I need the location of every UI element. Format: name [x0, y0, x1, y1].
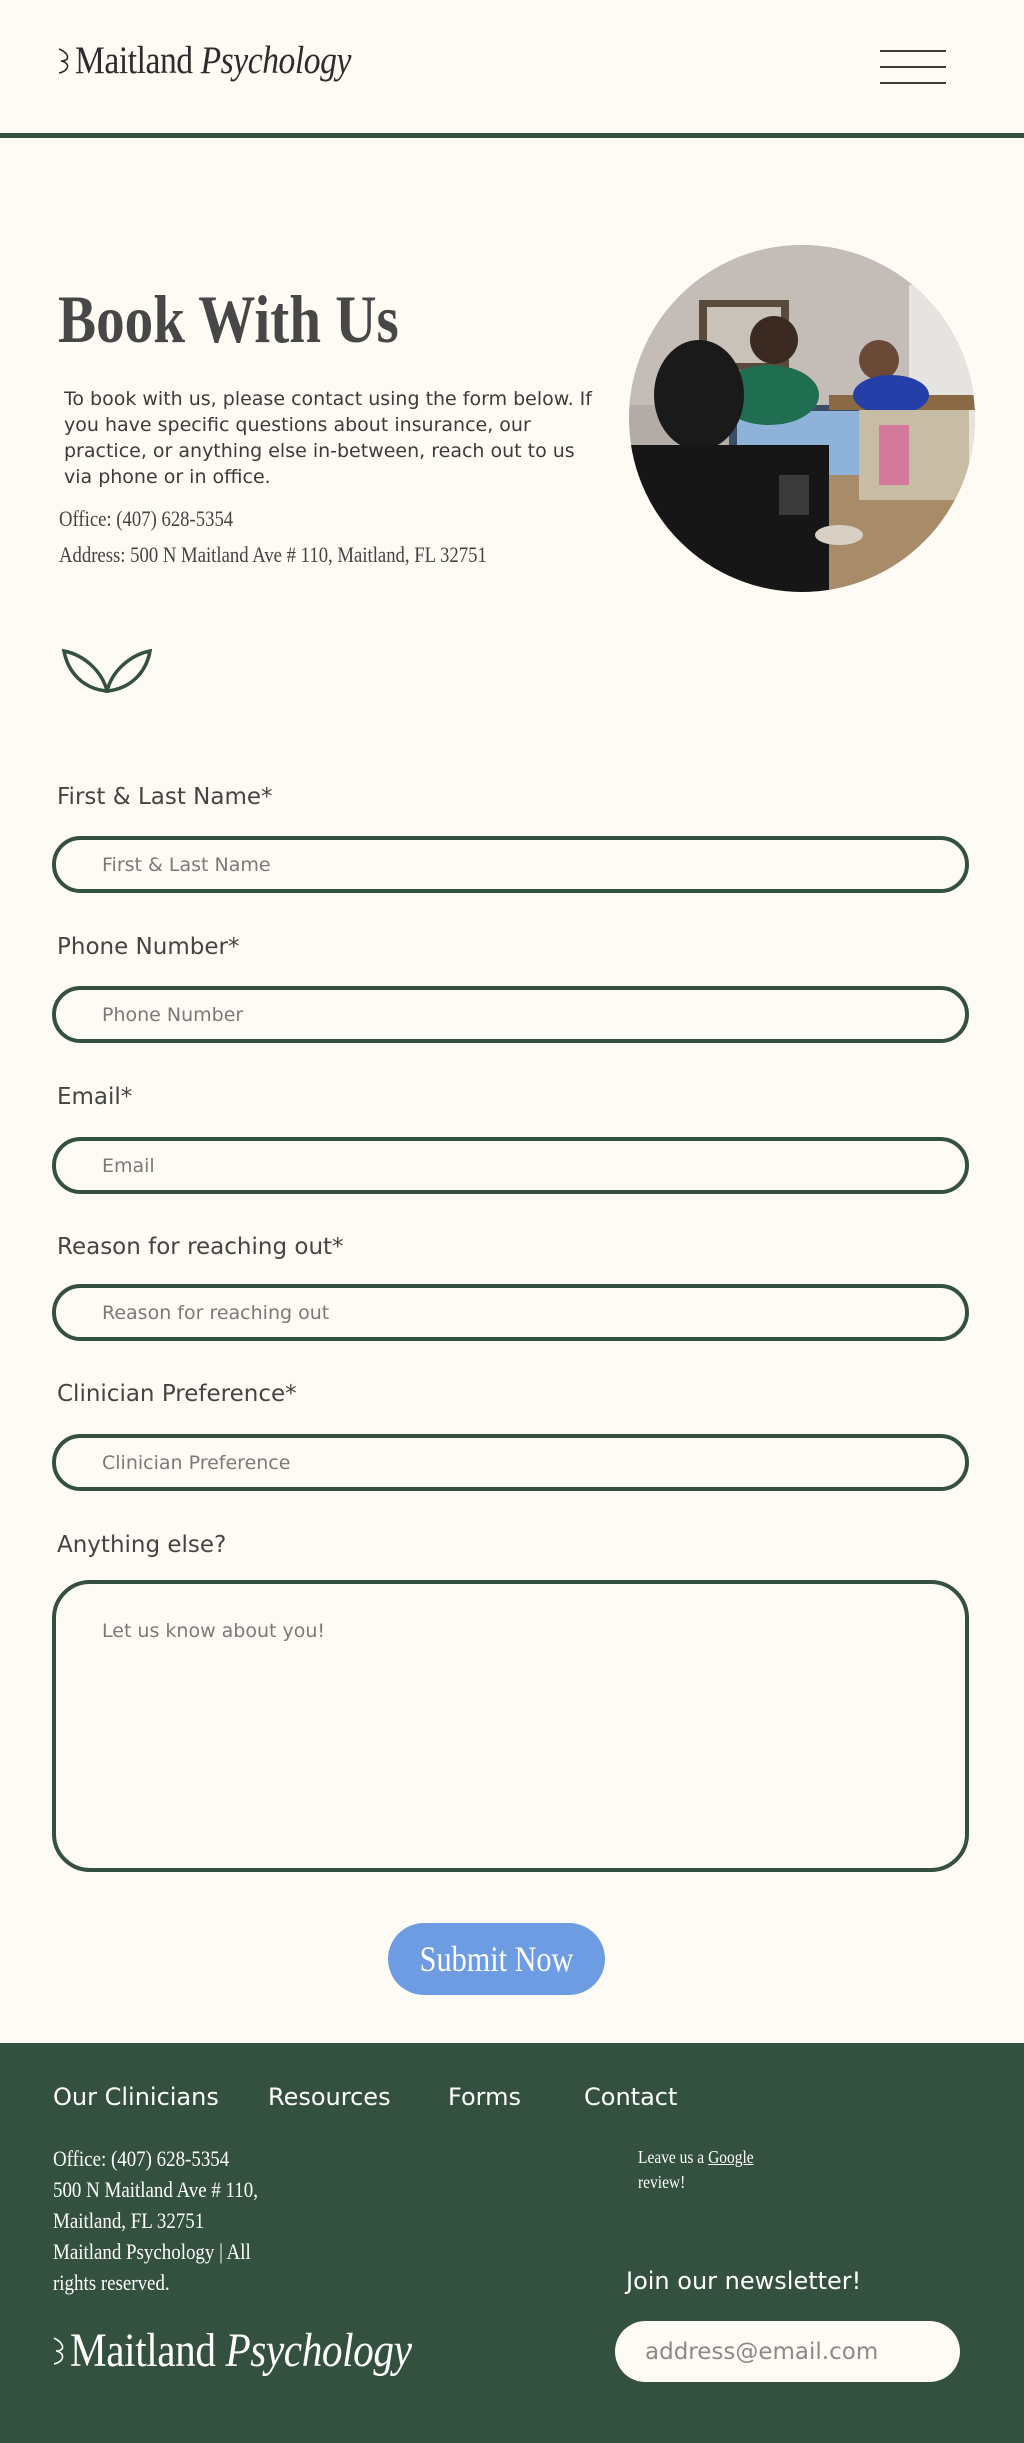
leaf-icon: [62, 645, 152, 693]
site-footer: [0, 2043, 1024, 2443]
site-header: [0, 0, 1024, 138]
google-review-link[interactable]: Google: [708, 2147, 754, 2167]
reason-label: Reason for reaching out*: [57, 1234, 344, 1260]
anything-else-label: Anything else?: [57, 1532, 227, 1558]
office-photo: [629, 245, 975, 592]
logo-text: [75, 38, 351, 83]
anything-else-textarea[interactable]: [52, 1580, 969, 1872]
footer-nav-contact[interactable]: Contact: [584, 2083, 678, 2111]
clinician-input[interactable]: [52, 1434, 969, 1491]
footer-info: [53, 2143, 277, 2298]
footer-logo[interactable]: [52, 2323, 467, 2378]
footer-logo-text: [70, 2323, 411, 2378]
intro-text: To book with us, please contact using the form below. If you have specific questions about insurance, our practice, or anything else in-between, reach out to us via phone or in office.: [64, 388, 592, 488]
submit-label: Submit Now: [419, 1939, 574, 1979]
name-label: First & Last Name*: [57, 784, 273, 810]
footer-logo-main: Maitland: [70, 2324, 216, 2377]
office-address: Address: 500 N Maitland Ave # 110, Maitland, FL 32751: [59, 542, 487, 567]
footer-nav-resources[interactable]: Resources: [268, 2083, 391, 2111]
google-review: [638, 2145, 801, 2195]
footer-copyright-line1: Maitland Psychology | All: [53, 2239, 251, 2264]
email-label: Email*: [57, 1084, 133, 1110]
footer-logo-leaf-icon: [52, 2336, 68, 2366]
logo-main: Maitland: [75, 39, 193, 82]
newsletter-email-input[interactable]: [615, 2321, 960, 2382]
phone-input[interactable]: [52, 986, 969, 1043]
logo-italic: Psychology: [200, 39, 351, 82]
office-phone: Office: (407) 628-5354: [59, 506, 234, 531]
submit-button[interactable]: [388, 1923, 605, 1995]
footer-copyright-line2: rights reserved.: [53, 2270, 170, 2295]
logo-leaf-icon: [57, 47, 73, 75]
phone-label: Phone Number*: [57, 934, 240, 960]
clinician-label: Clinician Preference*: [57, 1381, 297, 1407]
footer-address-line1: 500 N Maitland Ave # 110,: [53, 2177, 258, 2202]
name-input[interactable]: [52, 836, 969, 893]
footer-nav-clinicians[interactable]: Our Clinicians: [53, 2083, 219, 2111]
hamburger-menu-icon[interactable]: [880, 50, 946, 84]
reason-input[interactable]: [52, 1284, 969, 1341]
review-prefix: Leave us a: [638, 2147, 705, 2167]
email-input[interactable]: [52, 1137, 969, 1194]
footer-logo-italic: Psychology: [225, 2324, 412, 2377]
site-logo[interactable]: [57, 38, 396, 83]
page-title: Book With Us: [58, 281, 399, 357]
footer-nav-forms[interactable]: Forms: [448, 2083, 521, 2111]
review-suffix: review!: [638, 2172, 686, 2192]
footer-office: Office: (407) 628-5354: [53, 2146, 230, 2171]
footer-address-line2: Maitland, FL 32751: [53, 2208, 205, 2233]
newsletter-label: Join our newsletter!: [626, 2267, 862, 2295]
